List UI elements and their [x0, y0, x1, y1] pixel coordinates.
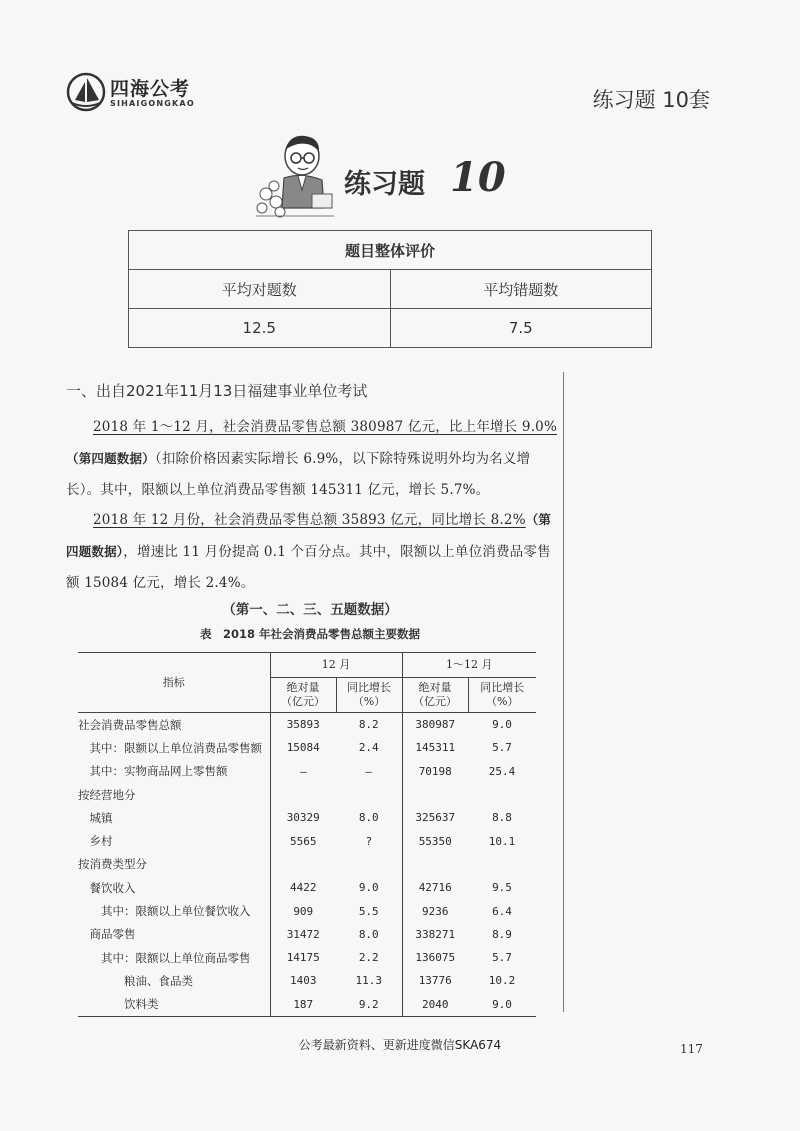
- row-value: 8.0: [358, 927, 379, 941]
- table-caption: 表 2018 年社会消费品零售总额主要数据: [199, 627, 420, 641]
- row-value: 15084: [270, 736, 336, 759]
- row-value: 9.0: [468, 993, 536, 1017]
- header-yoy-year: 同比增长 （%）: [468, 678, 536, 713]
- row-value: 9236: [402, 899, 468, 922]
- row-value: 9.2: [336, 993, 402, 1017]
- row-value: 9.0: [358, 881, 379, 895]
- row-value: 8.9: [492, 927, 512, 941]
- row-label: 餐饮收入: [78, 880, 136, 895]
- row-label: 其中：限额以上单位餐饮收入: [78, 904, 251, 919]
- paragraph-2: [66, 504, 558, 599]
- page-title: [330, 148, 515, 208]
- row-value: ?: [365, 834, 373, 848]
- row-value: [402, 853, 468, 876]
- row-label: 按经营地分: [78, 787, 136, 802]
- table-row: [78, 853, 536, 876]
- row-value: 10.1: [488, 834, 516, 848]
- row-value: 2.2: [358, 951, 379, 965]
- row-value: 8.0: [358, 811, 379, 825]
- paragraph-2-text: ，增速比 11 月份提高 0.1 个百分点。其中，限额以上单位消费品零售额 15084 亿元，增长 2.4%。: [66, 544, 551, 591]
- row-value: 14175: [270, 946, 336, 969]
- row-label: 其中：限额以上单位消费品零售额: [78, 740, 262, 755]
- row-value: —: [365, 764, 373, 778]
- evaluation-heading: 题目整体评价: [129, 231, 652, 270]
- row-value: 10.2: [488, 974, 516, 988]
- page-number: 117: [680, 1042, 703, 1056]
- row-value: 25.4: [488, 764, 516, 778]
- row-value: 5.7: [492, 951, 512, 965]
- row-value: 35893: [270, 713, 336, 737]
- row-value: 8.8: [492, 811, 512, 825]
- row-value: 338271: [402, 923, 468, 946]
- table-row: [78, 736, 536, 759]
- row-value: [336, 783, 402, 806]
- paragraph-1: [66, 412, 558, 506]
- data-note: （第一、二、三、五题数据）: [222, 602, 398, 618]
- row-value: 9.5: [492, 881, 512, 895]
- row-value: 13776: [402, 969, 468, 992]
- table-row: [78, 783, 536, 806]
- retail-sales-table: [78, 652, 536, 1017]
- row-value: 42716: [402, 876, 468, 899]
- row-label: 粮油、食品类: [78, 973, 193, 988]
- header-indicator: 指标: [78, 653, 270, 713]
- row-value: 8.2: [358, 718, 379, 732]
- avg-correct-label: 平均对题数: [129, 270, 391, 309]
- table-row: [78, 946, 536, 969]
- table-row: [78, 806, 536, 829]
- table-row: [78, 993, 536, 1017]
- row-value: 5.7: [492, 741, 512, 755]
- sailboat-logo-icon: [66, 72, 106, 112]
- mascot-illustration-icon: [250, 128, 340, 220]
- section-title: 一、出自2021年11月13日福建事业单位考试: [66, 382, 368, 400]
- table-row: [78, 876, 536, 899]
- paragraph-2-highlight: 2018 年 12 月份，社会消费品零售总额 35893 亿元，同比增长 8.2%: [93, 512, 526, 528]
- header-yoy-dec: 同比增长 （%）: [336, 678, 402, 713]
- row-value: 2.4: [358, 741, 379, 755]
- row-label: 其中：限额以上单位商品零售: [78, 950, 251, 965]
- row-value: 70198: [402, 760, 468, 783]
- row-value: 136075: [402, 946, 468, 969]
- brand-logo: [66, 72, 216, 116]
- row-value: 4422: [270, 876, 336, 899]
- avg-wrong-label: 平均错题数: [390, 270, 652, 309]
- title-text: 练习题: [344, 169, 425, 200]
- footer-note: 公考最新资料、更新进度微信SKA674: [298, 1038, 502, 1052]
- title-number: 10: [450, 154, 506, 201]
- row-value: 31472: [270, 923, 336, 946]
- row-value: 6.4: [492, 904, 512, 918]
- table-row: [78, 899, 536, 922]
- row-value: —: [270, 760, 336, 783]
- paragraph-2-tag: （第四题数据）: [66, 512, 552, 559]
- row-value: 187: [270, 993, 336, 1017]
- row-value: 5.5: [358, 904, 379, 918]
- set-label: 练习题 10套: [592, 88, 710, 112]
- table-row: [78, 760, 536, 783]
- header-december: 12 月: [270, 653, 402, 678]
- row-value: 2040: [402, 993, 468, 1017]
- row-value: 145311: [402, 736, 468, 759]
- paragraph-1-tag: （第四题数据）: [66, 451, 155, 466]
- avg-correct-value: 12.5: [129, 309, 391, 348]
- row-value: 11.3: [355, 974, 382, 988]
- row-value: [402, 783, 468, 806]
- row-value: [468, 783, 536, 806]
- row-value: 9.0: [492, 718, 512, 732]
- paragraph-1-highlight: 2018 年 1～12 月，社会消费品零售总额 380987 亿元，比上年增长 9.0%: [93, 419, 558, 435]
- row-value: [468, 853, 536, 876]
- row-label: 饮料类: [78, 993, 270, 1017]
- row-value: 380987: [402, 713, 468, 737]
- row-value: [270, 853, 336, 876]
- brand-name: 四海公考: [110, 78, 191, 100]
- paragraph-1-text: （扣除价格因素实际增长 6.9%，以下除特殊说明外均为名义增长）。其中，限额以上单位消费品零售额 145311 亿元，增长 5.7%。: [66, 451, 531, 498]
- row-label: 按消费类型分: [78, 857, 147, 872]
- row-value: 325637: [402, 806, 468, 829]
- avg-wrong-value: 7.5: [390, 309, 652, 348]
- row-label: 城镇: [78, 810, 113, 825]
- header-abs-dec: 绝对量 （亿元）: [270, 678, 336, 713]
- table-row: [78, 713, 536, 737]
- row-value: 5565: [270, 829, 336, 852]
- header-abs-year: 绝对量 （亿元）: [402, 678, 468, 713]
- row-label: 社会消费品零售总额: [78, 717, 182, 732]
- column-divider: [563, 372, 564, 1012]
- brand-name-en: SIHAIGONGKAO: [110, 99, 195, 108]
- row-label: 乡村: [78, 834, 113, 849]
- row-value: 1403: [270, 969, 336, 992]
- row-label: 其中：实物商品网上零售额: [78, 764, 228, 779]
- row-label: 商品零售: [78, 927, 136, 942]
- table-body: [78, 713, 536, 1017]
- row-value: [270, 783, 336, 806]
- table-row: [78, 923, 536, 946]
- row-value: 55350: [402, 829, 468, 852]
- header-full-year: 1～12 月: [402, 653, 536, 678]
- evaluation-table: [128, 230, 652, 348]
- table-row: [78, 969, 536, 992]
- table-row: [78, 829, 536, 852]
- row-value: 909: [270, 899, 336, 922]
- row-value: [336, 853, 402, 876]
- row-value: 30329: [270, 806, 336, 829]
